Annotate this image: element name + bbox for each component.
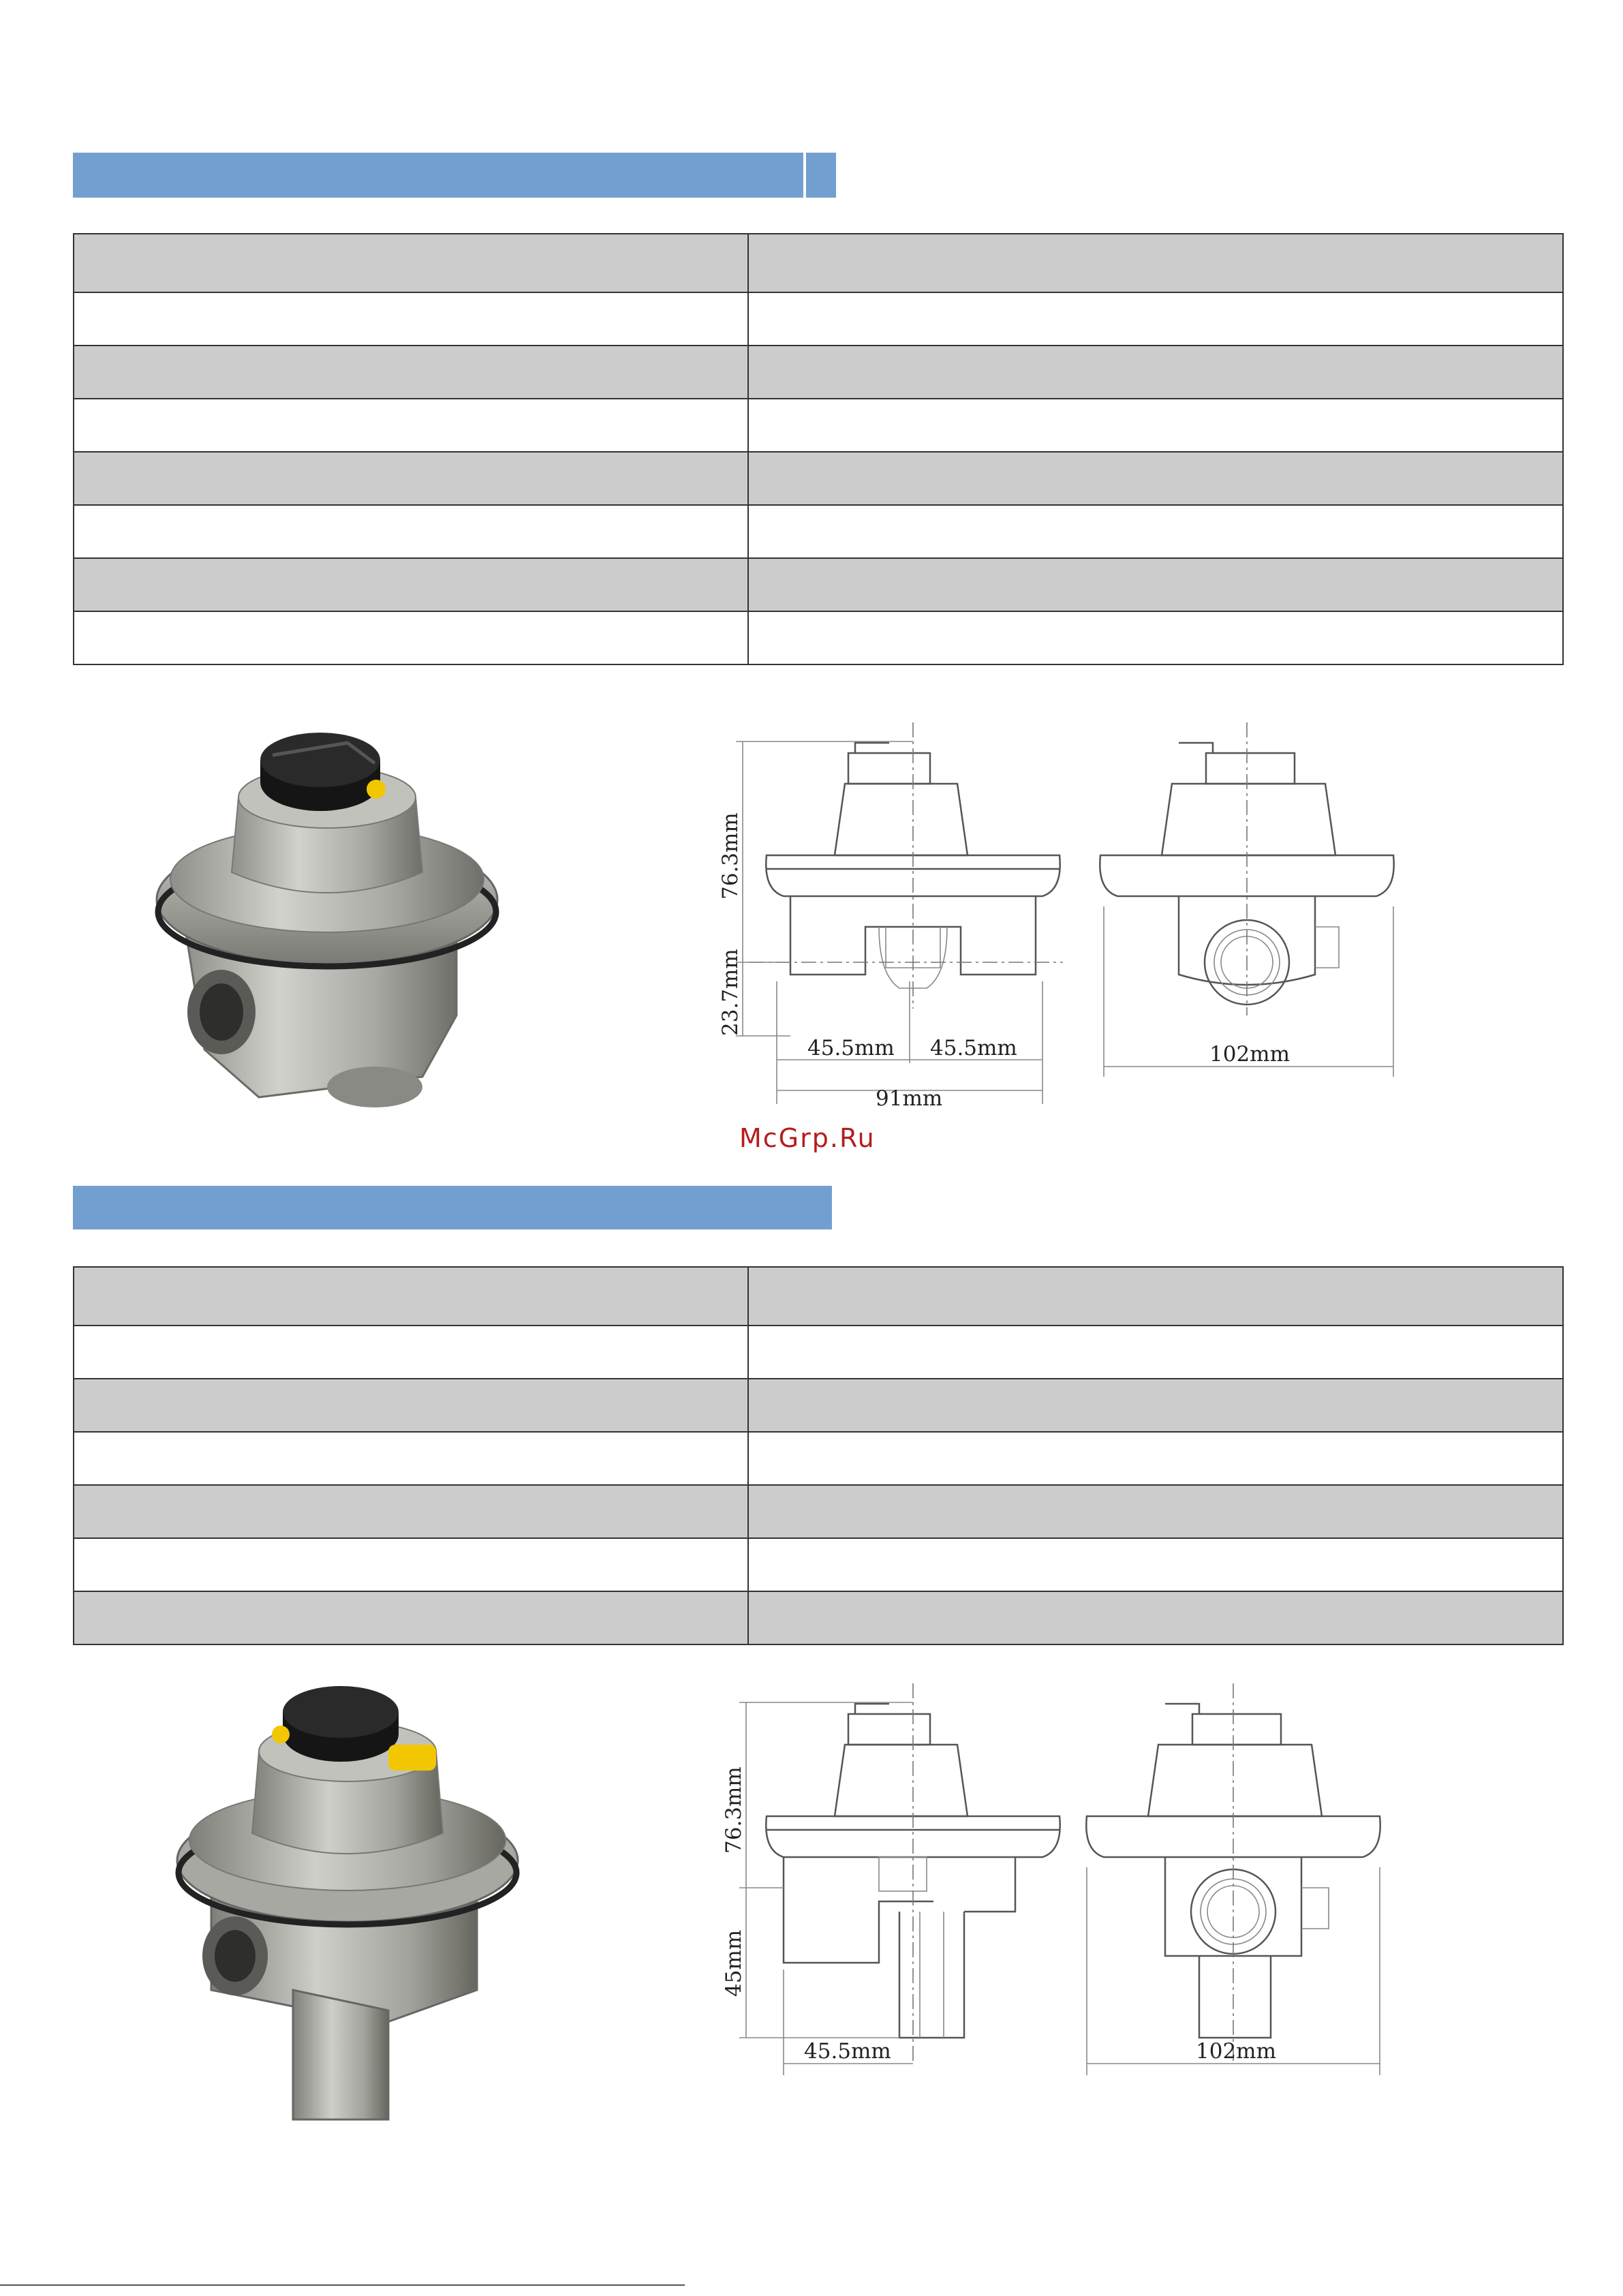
dimension-height-lower: 23.7mm (718, 949, 743, 1036)
front-view (766, 1683, 1060, 2065)
dimension-width-side: 102mm (1209, 1042, 1290, 1067)
watermark-text: McGrp.Ru (739, 1123, 876, 1153)
dimension-height-upper: 76.3mm (722, 1766, 746, 1854)
table-row (74, 292, 1563, 346)
side-view (1100, 722, 1393, 1015)
section-1-header-bar (73, 153, 836, 198)
dimension-width-side: 102mm (1196, 2039, 1276, 2064)
technical-drawing-2 (709, 1683, 1424, 2092)
side-view (1086, 1683, 1380, 2065)
regulator-photo-2 (136, 1670, 572, 2133)
table-row (74, 1538, 1563, 1591)
table-row (74, 399, 1563, 452)
table-row (74, 1379, 1563, 1432)
table-row (74, 1326, 1563, 1379)
table-row (74, 505, 1563, 558)
footer-divider (0, 2284, 685, 2286)
dimension-height-upper: 76.3mm (718, 812, 743, 900)
technical-drawing-1 (709, 722, 1424, 1118)
dimension-width-left: 45.5mm (804, 2039, 891, 2064)
table-row (74, 558, 1563, 611)
dimension-height-lower: 45mm (722, 1929, 746, 1997)
table-row (74, 452, 1563, 505)
table-row (74, 611, 1563, 664)
dimension-width-left: 45.5mm (807, 1036, 895, 1060)
table-row (74, 1591, 1563, 1644)
table-row (74, 1432, 1563, 1485)
table-row (74, 1485, 1563, 1538)
front-view (749, 722, 1063, 1009)
section-2-spec-table (73, 1266, 1564, 1645)
table-row (74, 346, 1563, 399)
table-row (74, 1267, 1563, 1326)
section-1-spec-table (73, 233, 1564, 665)
regulator-photo-1 (102, 695, 552, 1145)
dimension-width-total: 91mm (876, 1086, 943, 1111)
dimension-width-right: 45.5mm (930, 1036, 1017, 1060)
section-2-header-bar (73, 1186, 832, 1229)
table-row (74, 234, 1563, 292)
